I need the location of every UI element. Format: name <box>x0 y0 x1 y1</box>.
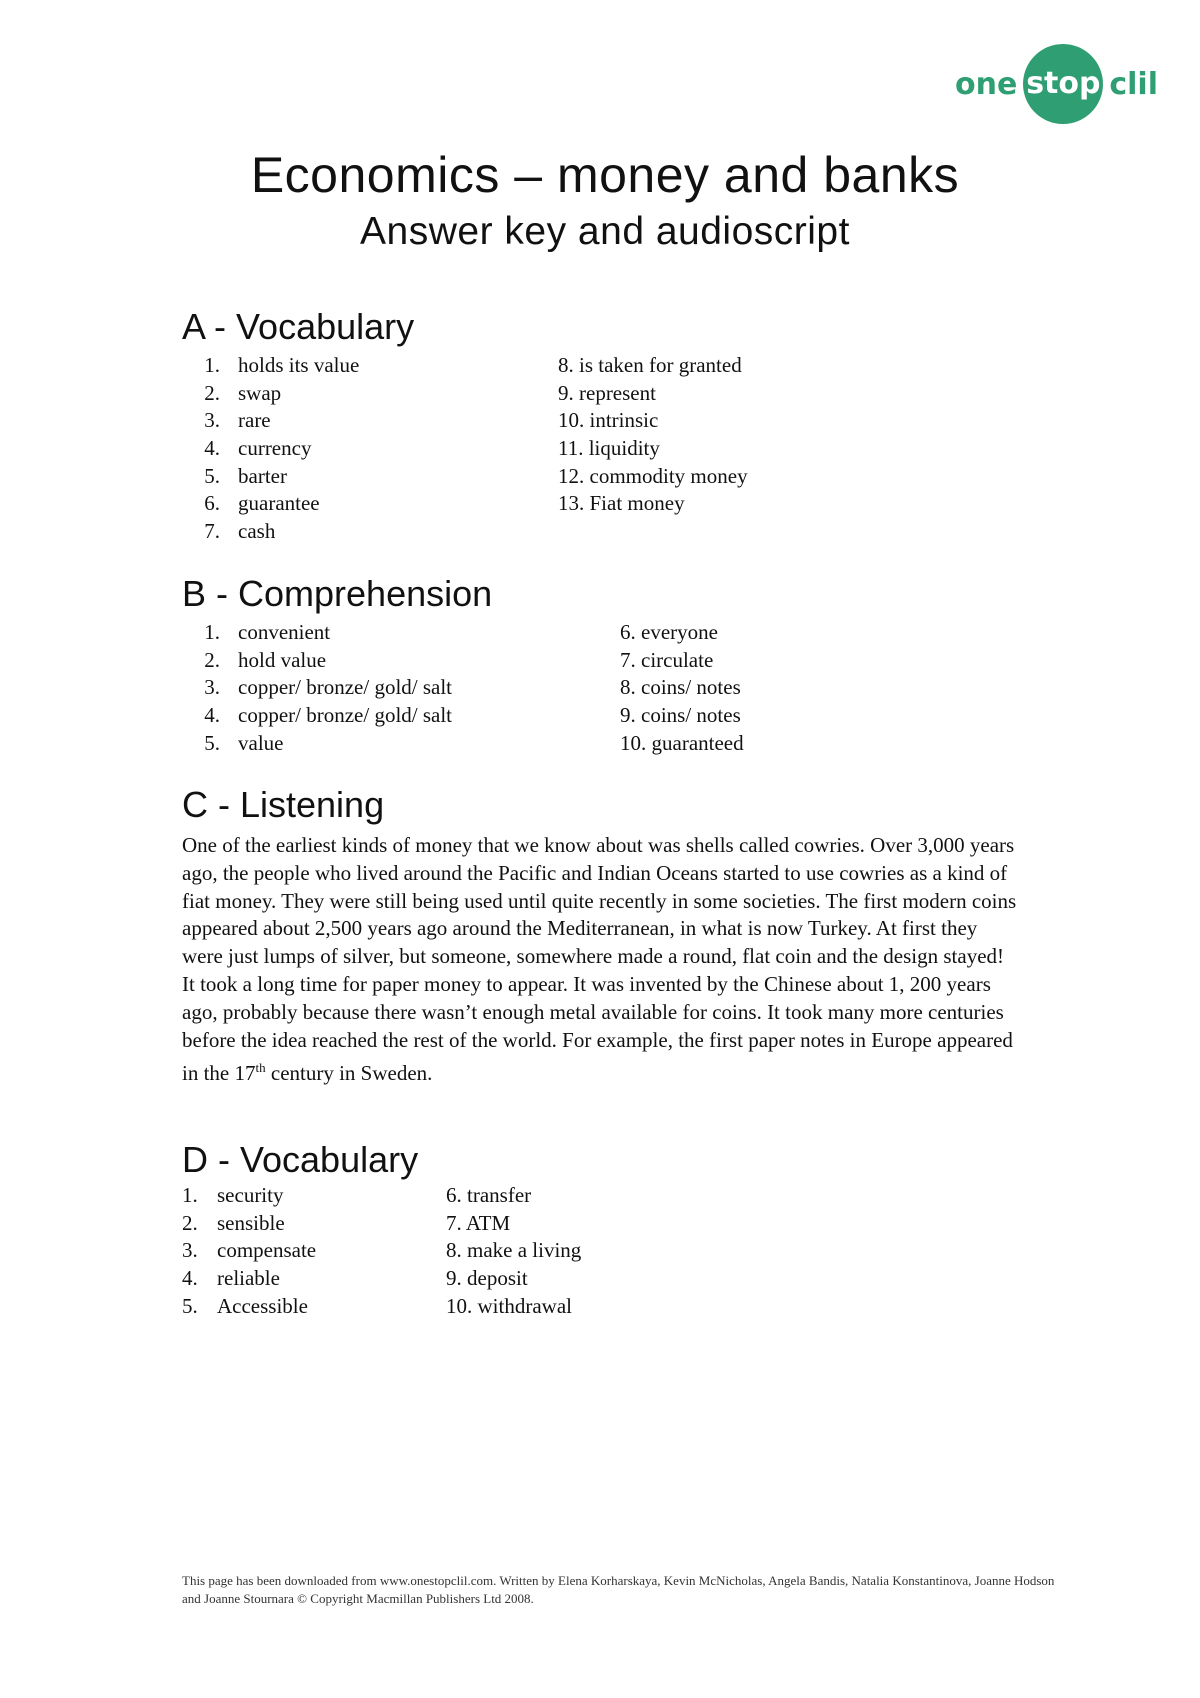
onestopclil-logo <box>955 44 1158 124</box>
copyright-footer: This page has been downloaded from www.onestopclil.com. Written by Elena Korharskaya, Kevin McNicholas, Angela Bandis, Natalia Konstantinova, Joanne Hodson and Joanne Stournara © Copyright Macmillan Publishers Ltd 2008. <box>182 1573 1055 1606</box>
superscript-th: th <box>255 1060 266 1076</box>
section-b-heading: B - Comprehension <box>182 573 493 614</box>
section-c-heading: C - Listening <box>182 784 385 825</box>
list-item: 12. commodity money <box>558 463 748 488</box>
logo-clil: clil <box>1109 66 1158 102</box>
list-item: 7. cash <box>204 519 276 544</box>
list-item: 2. sensible <box>182 1210 285 1235</box>
list-item: 13. Fiat money <box>558 491 685 516</box>
list-item: 4. copper/ bronze/ gold/ salt <box>204 703 453 728</box>
list-item: 6. guarantee <box>204 491 320 516</box>
list-item: 1. convenient <box>204 620 331 644</box>
list-item: 9. coins/ notes <box>620 703 741 728</box>
list-item: 6. transfer <box>446 1183 532 1207</box>
list-item: 8. make a living <box>446 1238 582 1263</box>
list-item: 2. swap <box>204 380 282 405</box>
section-a-right-list <box>558 352 748 518</box>
list-item: 3. compensate <box>182 1238 317 1263</box>
list-item: 1. security <box>182 1183 284 1207</box>
list-item: 5. barter <box>204 463 287 488</box>
section-a-heading: A - Vocabulary <box>182 306 415 347</box>
list-item: 1. holds its value <box>204 353 360 377</box>
logo-one: one <box>955 66 1018 102</box>
list-item: 7. ATM <box>446 1210 511 1235</box>
section-d-heading: D - Vocabulary <box>182 1139 419 1180</box>
list-item: 2. hold value <box>204 647 327 672</box>
list-item: 4. currency <box>204 436 312 461</box>
section-a-left-list <box>182 352 359 546</box>
list-item: 9. deposit <box>446 1266 528 1291</box>
section-d-right-list <box>446 1182 581 1320</box>
logo-stop-circle: stop <box>1023 44 1103 124</box>
list-item: 10. guaranteed <box>620 730 744 755</box>
section-b-right-list <box>620 619 744 757</box>
list-item: 3. rare <box>204 408 271 433</box>
list-item: 6. everyone <box>620 620 718 644</box>
list-item: 5. Accessible <box>182 1293 308 1318</box>
list-item: 10. withdrawal <box>446 1293 572 1318</box>
list-item: 8. is taken for granted <box>558 353 742 377</box>
page-title: Economics – money and banks <box>250 147 960 203</box>
list-item: 5. value <box>204 730 284 755</box>
page-subtitle: Answer key and audioscript <box>360 210 850 253</box>
list-item: 10. intrinsic <box>558 408 659 433</box>
list-item: 7. circulate <box>620 647 714 672</box>
listening-audioscript: One of the earliest kinds of money that we know about was shells called cowries. Over 3,000 years ago, the people who lived around the Pacific and Indian Oceans started to use cowries as a kind of fiat money. They were still being used until quite recently in some societies. The first modern coins appeared about 2,500 years ago around the Mediterranean, in what is now Turkey. At first they were just lumps of silver, but someone, somewhere made a round, flat coin and the design stayed! It took a long time for paper money to appear. It was invented by the Chinese about 1, 200 years ago, probably because there wasn’t enough metal available for coins. It took many more centuries before the idea reached the rest of the world. For example, the first paper notes in Europe appeared in the 17th century in Sweden. <box>182 833 1017 1086</box>
list-item: 3. copper/ bronze/ gold/ salt <box>204 675 453 700</box>
section-b-left-list <box>182 619 452 757</box>
list-item: 11. liquidity <box>558 436 660 461</box>
list-item: 8. coins/ notes <box>620 675 741 700</box>
list-item: 4. reliable <box>182 1266 280 1291</box>
section-d-left-list <box>182 1182 316 1320</box>
list-item: 9. represent <box>558 380 656 405</box>
